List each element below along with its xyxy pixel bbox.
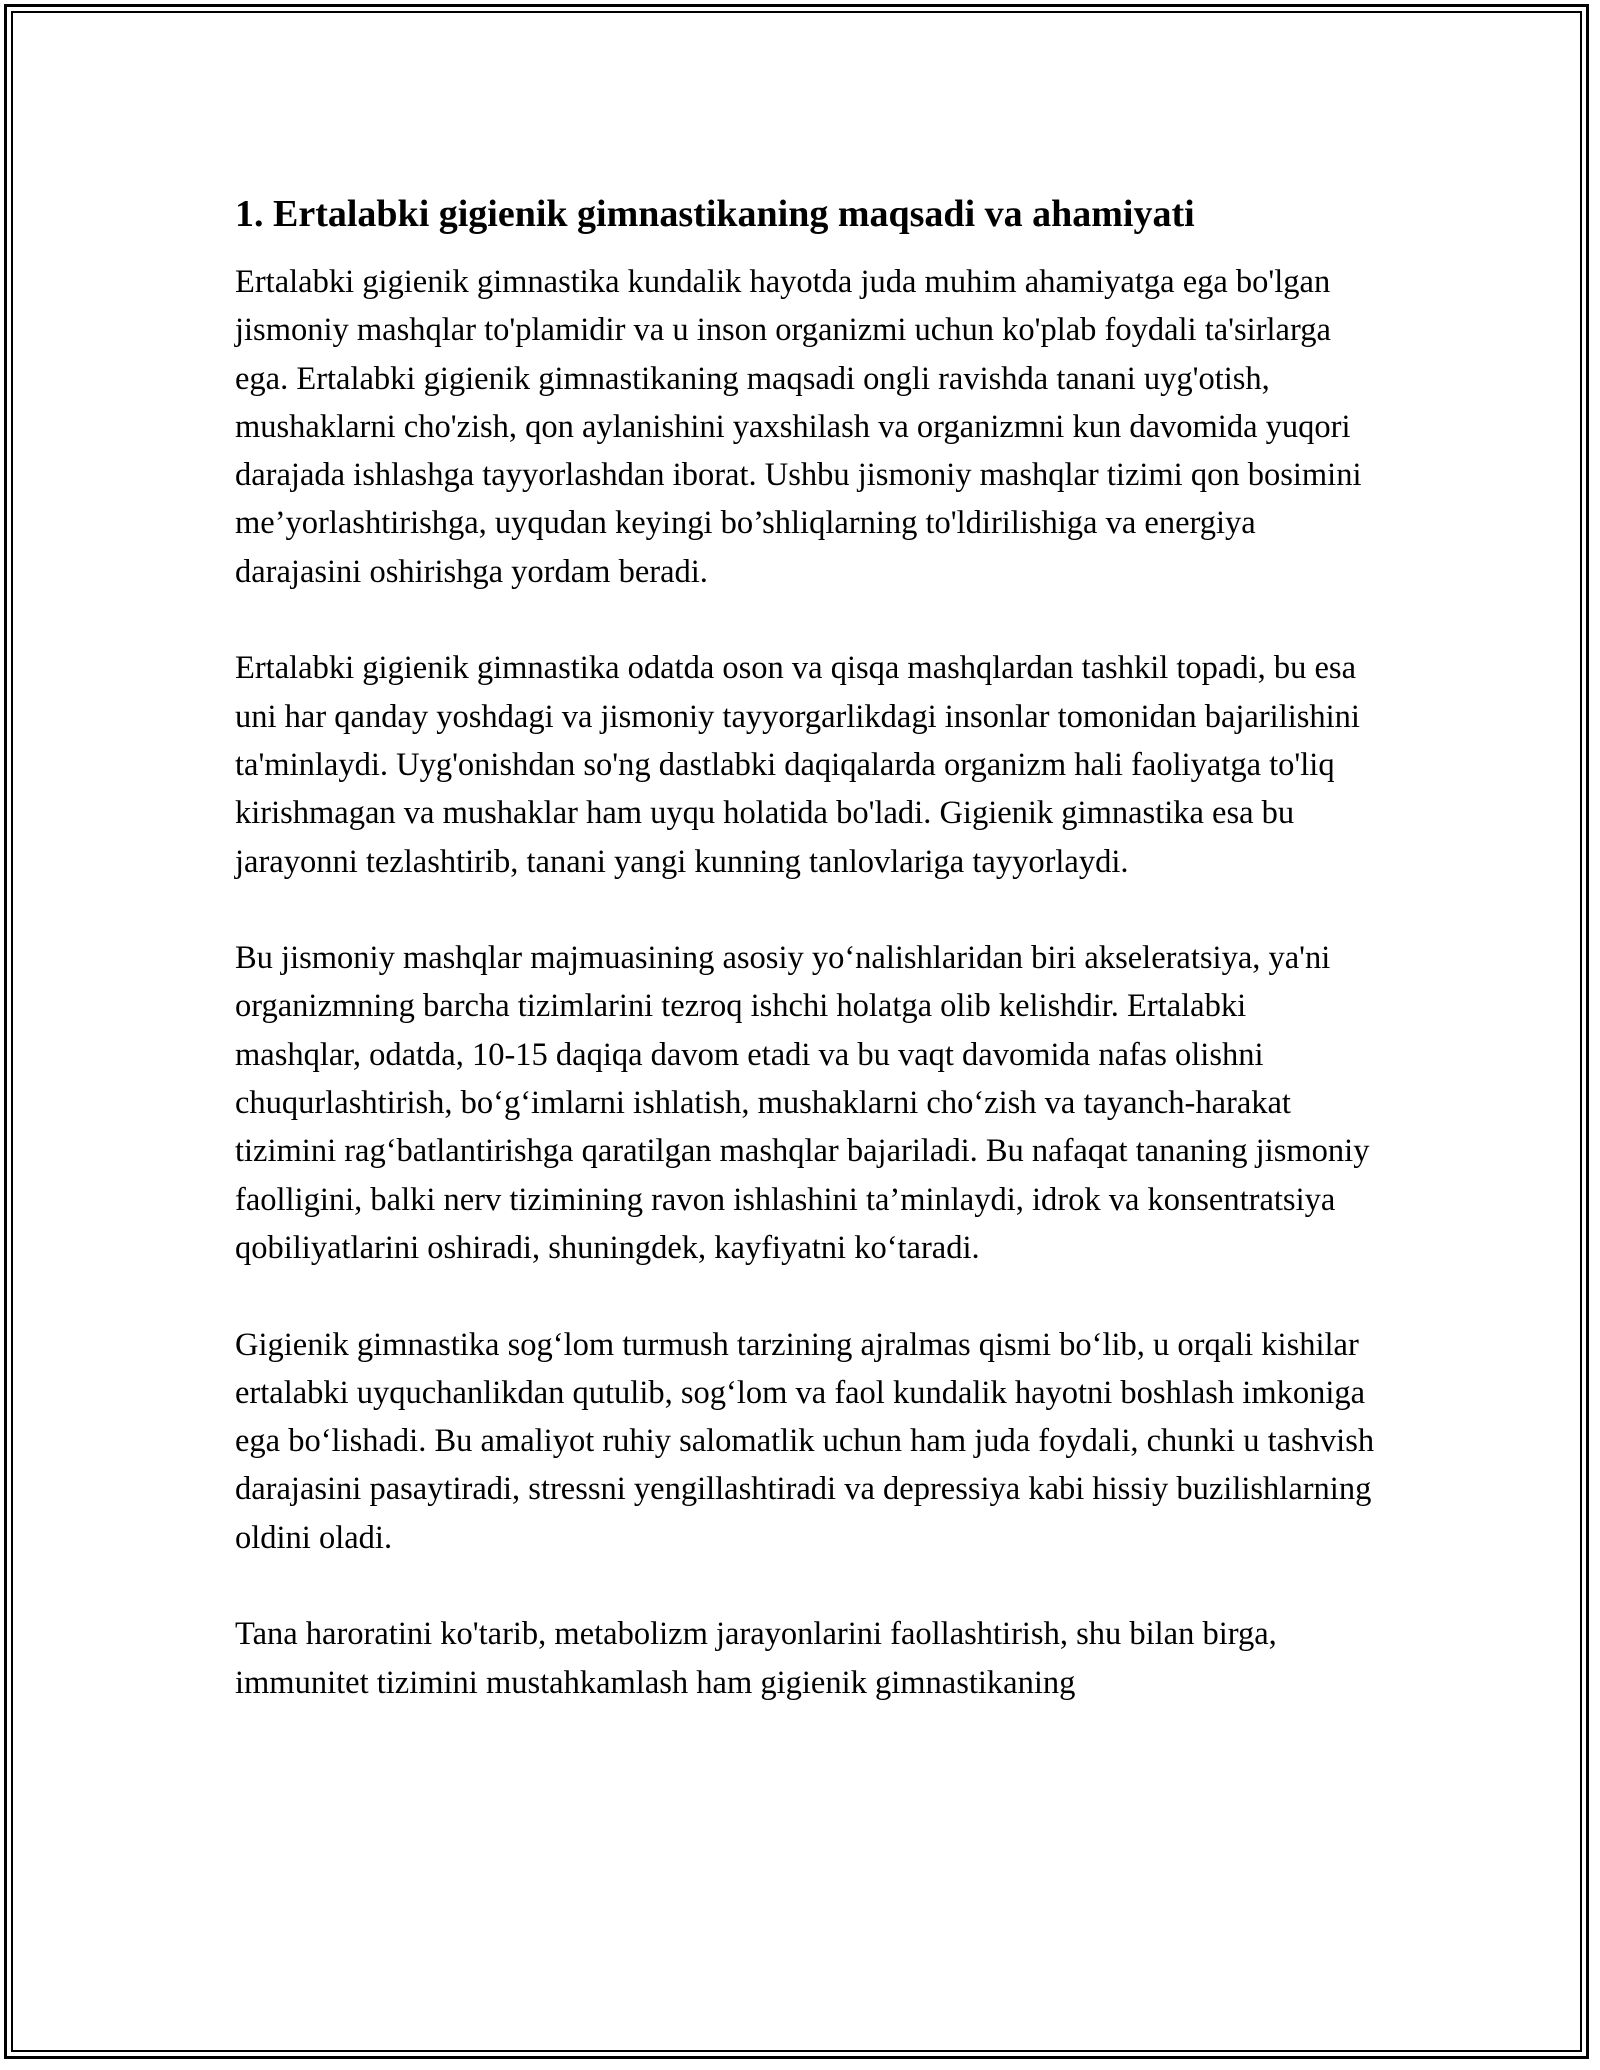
paragraph-4: Gigienik gimnastika sog‘lom turmush tarzining ajralmas qismi bo‘lib, u orqali kishilar ertalabki uyquchanlikdan qutulib, sog‘lom va faol kundalik hayotni boshlash imkoniga ega bo‘lishadi. Bu amaliyot ruhiy salomatlik uchun ham juda foydali, chunki u tashvish darajasini pasaytiradi, stressni yengillashtiradi va depressiya kabi hissiy buzilishlarning oldini oladi. bbox=[235, 1326, 1375, 1556]
paragraph-3: Bu jismoniy mashqlar majmuasining asosiy yo‘nalishlaridan biri akseleratsiya, ya'ni organizmning barcha tizimlarini tezroq ishchi holatga olib kelishdir. Ertalabki mashqlar, odatda, 10-15 daqiqa davom etadi va bu vaqt davomida nafas olishni chuqurlashtirish, bo‘g‘imlarni ishlatish, mushaklarni cho‘zish va tayanch-harakat tizimini rag‘batlantirishga qaratilgan mashqlar bajariladi. Bu nafaqat tananing jismoniy faolligini, balki nerv tizimining ravon ishlashini ta’minlaydi, idrok va konsentratsiya qobiliyatlarini oshiradi, shuningdek, kayfiyatni ko‘taradi. bbox=[235, 940, 1370, 1266]
paragraph-1: Ertalabki gigienik gimnastika kundalik hayotda juda muhim ahamiyatga ega bo'lgan jismoniy mashqlar to'plamidir va u inson organizmi uchun ko'plab foydali ta'sirlarga ega. Ertalabki gigienik gimnastikaning maqsadi ongli ravishda tanani uyg'otish, mushaklarni cho'zish, qon aylanishini yaxshilash va organizmni kun davomida yuqori darajada ishlashga tayyorlashdan iborat. Ushbu jismoniy mashqlar tizimi qon bosimini me’yorlashtirishga, uyqudan keyingi bo’shliqlarning to'ldirilishiga va energiya darajasini oshirishga yordam beradi. bbox=[235, 264, 1362, 590]
document-body bbox=[235, 190, 1375, 1707]
section-heading: 1. Ertalabki gigienik gimnastikaning maqsadi va ahamiyati bbox=[235, 193, 1195, 235]
paragraph-5: Tana haroratini ko'tarib, metabolizm jarayonlarini faollashtirish, shu bilan birga, immunitet tizimini mustahkamlash ham gigienik gimnastikaning bbox=[235, 1616, 1277, 1701]
paragraph-2: Ertalabki gigienik gimnastika odatda oson va qisqa mashqlardan tashkil topadi, bu esa uni har qanday yoshdagi va jismoniy tayyorgarlikdagi insonlar tomonidan bajarilishini ta'minlaydi. Uyg'onishdan so'ng dastlabki daqiqalarda organizm hali faoliyatga to'liq kirishmagan va mushaklar ham uyqu holatida bo'ladi. Gigienik gimnastika esa bu jarayonni tezlashtirib, tanani yangi kunning tanlovlariga tayyorlaydi. bbox=[235, 650, 1360, 880]
